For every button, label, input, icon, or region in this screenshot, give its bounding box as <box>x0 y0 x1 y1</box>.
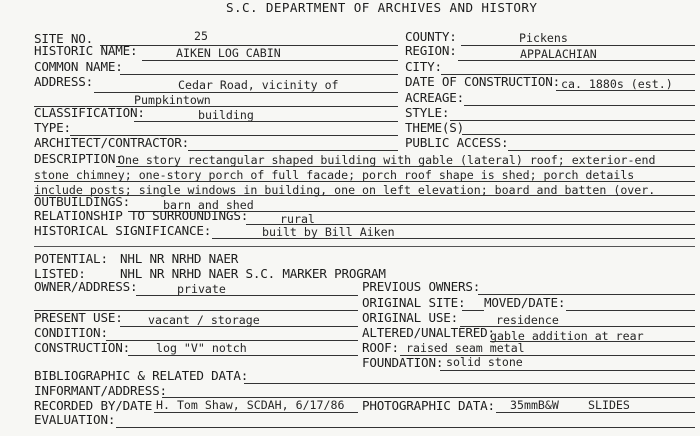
photographic-data-value: 35mmB&W <box>510 398 559 412</box>
style-label: STYLE: <box>405 105 450 120</box>
original-use-label: ORIGINAL USE: <box>362 310 458 325</box>
region-line <box>458 60 695 61</box>
historic-name-value: AIKEN LOG CABIN <box>176 46 281 60</box>
form-header: S.C. DEPARTMENT OF ARCHIVES AND HISTORY <box>226 0 538 15</box>
acreage-line <box>464 105 695 106</box>
county-line <box>461 45 695 46</box>
date-of-construction-value: ca. 1880s (est.) <box>561 77 673 91</box>
condition-label: CONDITION: <box>34 325 108 340</box>
present-use-label: PRESENT USE: <box>34 310 123 325</box>
description-line1: One story rectangular shaped building with gable (lateral) roof; exterior-end <box>118 153 656 167</box>
listed-label: LISTED: <box>34 266 86 281</box>
outbuildings-label: OUTBUILDINGS: <box>34 194 130 209</box>
photographic-data-label: PHOTOGRAPHIC DATA: <box>362 398 495 413</box>
owner-address-line <box>136 295 358 296</box>
address-label: ADDRESS: <box>34 74 94 89</box>
roof-line <box>400 355 695 356</box>
relationship-label: RELATIONSHIP TO SURROUNDINGS: <box>34 208 249 223</box>
historic-name-line <box>142 60 398 61</box>
recorded-by-line <box>154 412 358 413</box>
roof-label: ROOF: <box>362 340 399 355</box>
style-line <box>450 120 695 121</box>
common-name-line <box>120 74 398 75</box>
bibliographic-label: BIBLIOGRAPHIC & RELATED DATA: <box>34 368 249 383</box>
previous-owners-label: PREVIOUS OWNERS: <box>362 279 481 294</box>
section-separator <box>34 246 695 247</box>
potential-label: POTENTIAL: <box>34 251 108 266</box>
construction-label: CONSTRUCTION: <box>34 340 130 355</box>
public-access-line <box>508 150 695 151</box>
description-underline-1 <box>116 166 695 167</box>
foundation-line <box>440 370 695 371</box>
historic-name-label: HISTORIC NAME: <box>34 43 138 58</box>
original-site-line <box>462 310 484 311</box>
description-line2: stone chimney; one-story porch of full facade; porch roof shape is shed; porch details <box>34 168 635 182</box>
photographic-data-line <box>496 412 695 413</box>
classification-value: building <box>198 108 254 122</box>
potential-options: NHL NR NRHD NAER <box>120 251 239 266</box>
county-value: Pickens <box>519 31 568 45</box>
classification-label: CLASSIFICATION: <box>34 105 145 120</box>
address-value-line2: Pumpkintown <box>134 93 211 107</box>
original-use-value: residence <box>496 313 559 327</box>
altered-value: gable addition at rear <box>490 329 644 343</box>
description-underline-2 <box>34 181 695 182</box>
type-label: TYPE: <box>34 120 71 135</box>
acreage-label: ACREAGE: <box>405 90 465 105</box>
owner-address-label: OWNER/ADDRESS: <box>34 279 138 294</box>
original-use-line <box>460 326 695 327</box>
date-of-construction-line <box>556 90 695 91</box>
historical-significance-label: HISTORICAL SIGNIFICANCE: <box>34 223 212 238</box>
photographic-data-value-2: SLIDES <box>588 398 630 412</box>
original-site-label: ORIGINAL SITE: <box>362 295 466 310</box>
historical-significance-value: built by Bill Aiken <box>262 225 395 239</box>
evaluation-label: EVALUATION: <box>34 412 116 427</box>
outbuildings-value: barn and shed <box>163 198 254 212</box>
roof-value: raised seam metal <box>406 341 525 355</box>
date-of-construction-label: DATE OF CONSTRUCTION: <box>405 74 561 89</box>
construction-value: log "V" notch <box>156 341 247 355</box>
region-value: APPALACHIAN <box>520 47 597 61</box>
relationship-value: rural <box>280 212 315 226</box>
common-name-label: COMMON NAME: <box>34 59 123 74</box>
description-underline-3 <box>34 195 695 196</box>
informant-label: INFORMANT/ADDRESS: <box>34 383 167 398</box>
classification-line <box>134 121 398 122</box>
address-value-line1: Cedar Road, vicinity of <box>178 78 339 92</box>
county-label: COUNTY: <box>405 29 457 44</box>
bibliographic-line <box>244 383 695 384</box>
description-line3: include posts; single windows in building, one on left elevation; board and batten (over. <box>34 183 656 197</box>
site-no-value: 25 <box>194 29 208 43</box>
recorded-by-value: H. Tom Shaw, SCDAH, 6/17/86 <box>156 398 345 412</box>
foundation-label: FOUNDATION: <box>362 355 444 370</box>
moved-date-label: MOVED/DATE: <box>484 295 566 310</box>
evaluation-line <box>116 427 695 428</box>
description-label: DESCRIPTION: <box>34 151 123 166</box>
themes-label: THEME(S) <box>405 120 465 135</box>
site-no-label: SITE NO. <box>34 31 94 46</box>
recorded-by-label: RECORDED BY/DATE <box>34 398 153 413</box>
architect-label: ARCHITECT/CONTRACTOR: <box>34 135 190 150</box>
present-use-value: vacant / storage <box>148 313 260 327</box>
moved-date-line <box>566 310 695 311</box>
listed-options: NHL NR NRHD NAER S.C. MARKER PROGRAM <box>120 266 386 281</box>
foundation-value: solid stone <box>446 355 523 369</box>
historical-significance-line <box>212 238 695 239</box>
city-label: CITY: <box>405 59 442 74</box>
present-use-line <box>120 326 358 327</box>
public-access-label: PUBLIC ACCESS: <box>405 135 509 150</box>
altered-label: ALTERED/UNALTERED: <box>362 325 495 340</box>
region-label: REGION: <box>405 43 457 58</box>
owner-address-value: private <box>177 282 226 296</box>
architect-line <box>188 150 398 151</box>
construction-line <box>128 355 358 356</box>
